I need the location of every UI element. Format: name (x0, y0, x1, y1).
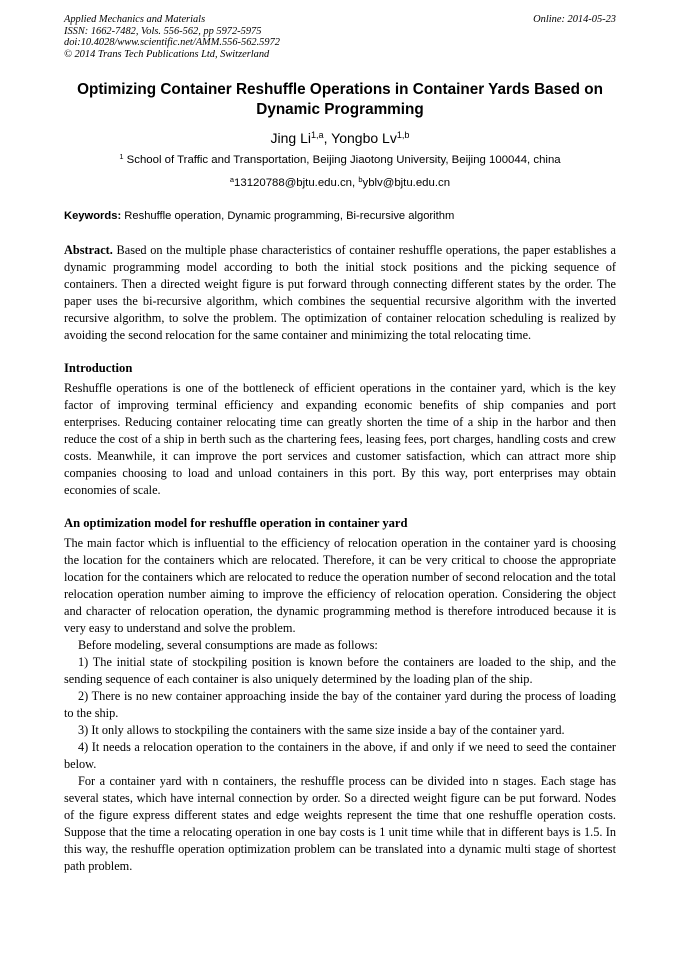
paper-title: Optimizing Container Reshuffle Operations in Container Yards Based on Dynamic Programming (77, 81, 603, 118)
author-name: Yongbo Lv (331, 130, 397, 146)
online-date: Online: 2014-05-23 (533, 14, 616, 25)
affiliation-superscript: 1 (119, 151, 124, 161)
model-section (64, 535, 616, 875)
email-link[interactable]: 13120788@bjtu.edu.cn (234, 177, 353, 189)
abstract-label: Abstract. (64, 243, 113, 257)
issn-line: ISSN: 1662-7482, Vols. 556-562, pp 5972-5975 (64, 25, 262, 37)
introduction-section (64, 380, 616, 499)
paragraph: Before modeling, several consumptions are made as follows: (78, 638, 378, 652)
email-superscript: b (358, 174, 363, 184)
paragraph: The main factor which is influential to the efficiency of relocation operation in the container yard is choosing the location for the containers which are relocated. Therefore, it can be very critical to choose the appropriate location for the containers which are relocated to reduce the operation number of second relocation and the total relocation operation number aiming to improve the efficiency of relocation operation. Considering the object and character of relocation operation, the dynamic programming method is therefore introduced because it is very easy to understand and solve the problem. (64, 536, 616, 635)
assumption-item: 2) There is no new container approaching inside the bay of the container yard during the process of loading to the ship. (64, 689, 616, 720)
email-line (64, 176, 616, 191)
copyright-line: © 2014 Trans Tech Publications Ltd, Switzerland (64, 48, 270, 60)
assumption-item: 4) It needs a relocation operation to the containers in the above, if and only if we need to seed the container below. (64, 740, 616, 771)
section-heading: An optimization model for reshuffle operation in container yard (64, 516, 408, 530)
keywords-text: Reshuffle operation, Dynamic programming, Bi-recursive algorithm (121, 210, 455, 222)
author-superscript: 1,b (396, 130, 410, 140)
email-link[interactable]: yblv@bjtu.edu.cn (362, 177, 451, 189)
email-separator: , (352, 177, 359, 189)
author-name: Jing Li (270, 130, 311, 146)
journal-header (64, 14, 616, 64)
doi-line: doi:10.4028/www.scientific.net/AMM.556-562.5972 (64, 37, 280, 49)
affiliation-text: School of Traffic and Transportation, Beijing Jiaotong University, Beijing 100044, china (123, 154, 561, 166)
assumption-item: 1) The initial state of stockpiling position is known before the containers are loaded to the ship, and the sending sequence of each container is also uniquely determined by the loading plan of the ship. (64, 655, 616, 686)
affiliation (64, 153, 616, 168)
keywords (64, 209, 616, 224)
author-separator: , (323, 130, 332, 146)
assumption-item: 3) It only allows to stockpiling the containers with the same size inside a bay of the container yard. (78, 723, 565, 737)
abstract-text: Based on the multiple phase characteristics of container reshuffle operations, the paper establishes a dynamic programming model according to both the initial stock positions and the picking sequence of containers. Then a directed weight figure is put forward through connecting different states by the order. The paper uses the bi-recursive algorithm, which combines the sequential recursive algorithm with the inverted recursive algorithm, to solve the problem. The optimization of container relocation scheduling is realized by avoiding the second relocation for the same container and minimizing the total relocating time. (64, 243, 616, 342)
paragraph: Reshuffle operations is one of the bottleneck of efficient operations in the container yard, which is the key factor of improving terminal efficiency and expanding economic benefits of ship companies and port enterprises. Reducing container relocating time can greatly shorten the time of a ship in the harbor and then reduce the cost of a ship in berth such as the chartering fees, leasing fees, port charges, handling costs and crew costs. Meanwhile, it can improve the port services and customer satisfaction, which can attract more ship companies choosing to load and unload containers in this port. By this way, port enterprises may obtain economies of scale. (64, 381, 616, 497)
paragraph: For a container yard with n containers, the reshuffle process can be divided into n stages. Each stage has several states, which have internal connection by order. So a directed weight figure can be put forward. Nodes of the figure express different states and edge weights represent the time that one reshuffle operation costs. Suppose that the time a relocating operation in one bay costs is 1 unit time while that in different bays is 1.5. In this way, the reshuffle operation optimization problem can be translated into a dynamic multi stage of shortest path problem. (64, 774, 616, 873)
author-line (64, 129, 616, 147)
section-heading: Introduction (64, 361, 133, 375)
abstract (64, 242, 616, 344)
email-superscript: a (229, 174, 235, 184)
author-superscript: 1,a (310, 130, 324, 140)
keywords-label: Keywords: (64, 210, 122, 222)
journal-name: Applied Mechanics and Materials (64, 14, 206, 25)
paper-page (64, 14, 616, 875)
